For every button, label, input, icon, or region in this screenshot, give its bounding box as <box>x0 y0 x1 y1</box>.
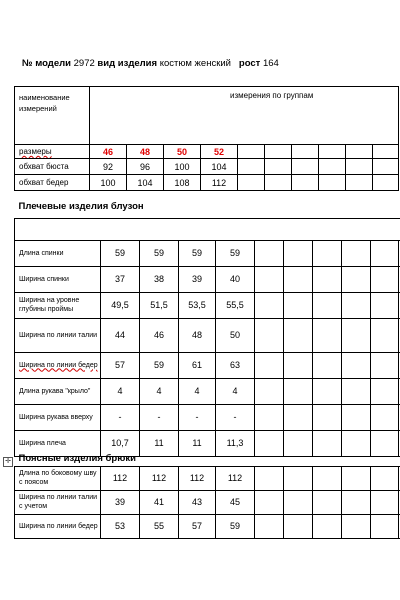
value-cell: 104 <box>201 159 238 175</box>
empty-cell <box>373 175 399 191</box>
value-cell: 11 <box>179 430 216 456</box>
empty-cell <box>371 352 399 378</box>
value-cell: 11,3 <box>216 430 255 456</box>
empty-cell <box>313 240 342 266</box>
row-label: Длина рукава "крыло" <box>15 378 101 404</box>
value-cell: 4 <box>101 378 140 404</box>
value-cell: 55,5 <box>216 292 255 318</box>
value-cell: 37 <box>101 266 140 292</box>
empty-cell <box>319 145 346 159</box>
empty-cell <box>346 159 373 175</box>
row-label: Ширина по линии талии <box>15 318 101 352</box>
measurements-header-row <box>15 87 399 145</box>
empty-cell <box>238 145 265 159</box>
empty-cell <box>342 240 371 266</box>
value-cell: 57 <box>101 352 140 378</box>
row-label: Ширина спинки <box>15 266 101 292</box>
row-label: Ширина на уровне глубины проймы <box>15 292 101 318</box>
empty-cell <box>15 218 400 240</box>
empty-cell <box>284 404 313 430</box>
empty-cell <box>371 318 399 352</box>
value-cell: 57 <box>179 514 216 538</box>
row-label: Ширина плеча <box>15 430 101 456</box>
value-cell: - <box>101 404 140 430</box>
model-value: 2972 <box>73 58 95 69</box>
empty-cell <box>313 266 342 292</box>
value-cell: 40 <box>216 266 255 292</box>
groups-header: измерения по группам <box>90 87 399 145</box>
empty-cell <box>255 352 284 378</box>
table-row <box>15 175 399 191</box>
value-cell: 100 <box>90 175 127 191</box>
empty-cell <box>319 159 346 175</box>
value-cell: 46 <box>140 318 179 352</box>
empty-cell <box>371 404 399 430</box>
value-cell: 59 <box>179 240 216 266</box>
value-cell: 59 <box>216 514 255 538</box>
row-label: Ширина по линии талии с учетом <box>15 490 101 514</box>
value-cell: 104 <box>127 175 164 191</box>
value-cell: 48 <box>179 318 216 352</box>
table-row <box>15 490 400 514</box>
table-row <box>15 292 400 318</box>
empty-cell <box>342 378 371 404</box>
empty-cell <box>319 175 346 191</box>
row-label: Длина спинки <box>15 240 101 266</box>
empty-cell <box>292 159 319 175</box>
empty-cell <box>346 145 373 159</box>
empty-cell <box>284 352 313 378</box>
empty-cell <box>342 292 371 318</box>
measurements-table <box>14 86 399 191</box>
empty-cell <box>342 404 371 430</box>
empty-cell <box>342 266 371 292</box>
move-icon[interactable]: ✛ <box>3 457 13 467</box>
value-cell: 112 <box>140 466 179 490</box>
row-label: обхват бюста <box>15 159 90 175</box>
empty-cell <box>265 145 292 159</box>
spacer-row <box>15 218 400 240</box>
kind-label: вид изделия <box>97 58 158 69</box>
value-cell: 43 <box>179 490 216 514</box>
empty-cell <box>255 266 284 292</box>
table-row <box>15 466 400 490</box>
row-label: Ширина рукава вверху <box>15 404 101 430</box>
empty-cell <box>255 240 284 266</box>
value-cell: 50 <box>216 318 255 352</box>
empty-cell <box>346 175 373 191</box>
height-value: 164 <box>262 58 279 69</box>
empty-cell <box>284 514 313 538</box>
kind-value: костюм женский <box>159 58 231 69</box>
empty-cell <box>292 145 319 159</box>
waist-table <box>14 452 400 539</box>
section-title-row <box>15 196 400 218</box>
empty-cell <box>238 175 265 191</box>
value-cell: 59 <box>101 240 140 266</box>
value-cell: 51,5 <box>140 292 179 318</box>
table-row <box>15 404 400 430</box>
empty-cell <box>265 159 292 175</box>
empty-cell <box>313 490 342 514</box>
name-header: наименование измерений <box>15 87 90 145</box>
empty-cell <box>255 514 284 538</box>
empty-cell <box>284 240 313 266</box>
row-label: Ширина по линии бедер <box>15 514 101 538</box>
empty-cell <box>284 318 313 352</box>
empty-cell <box>284 292 313 318</box>
table-row <box>15 266 400 292</box>
empty-cell <box>255 490 284 514</box>
waist-section-title: Поясные изделия брюки <box>15 452 400 466</box>
table-row <box>15 240 400 266</box>
empty-cell <box>255 466 284 490</box>
value-cell: 38 <box>140 266 179 292</box>
empty-cell <box>373 159 399 175</box>
document-header <box>22 58 279 69</box>
value-cell: - <box>179 404 216 430</box>
section-title-row <box>15 452 400 466</box>
value-cell: - <box>140 404 179 430</box>
table-row <box>15 159 399 175</box>
row-label: Ширина по линии бедер <box>15 352 101 378</box>
value-cell: 63 <box>216 352 255 378</box>
empty-cell <box>371 378 399 404</box>
value-cell: 92 <box>90 159 127 175</box>
empty-cell <box>313 292 342 318</box>
size-cell: 48 <box>127 145 164 159</box>
empty-cell <box>284 378 313 404</box>
value-cell: 112 <box>179 466 216 490</box>
table-row <box>15 514 400 538</box>
empty-cell <box>371 490 399 514</box>
size-cell: 52 <box>201 145 238 159</box>
shoulder-section-title: Плечевые изделия блузон <box>15 196 400 218</box>
size-cell: 50 <box>164 145 201 159</box>
empty-cell <box>313 404 342 430</box>
empty-cell <box>255 378 284 404</box>
empty-cell <box>313 352 342 378</box>
shoulder-rows <box>15 240 400 456</box>
empty-cell <box>292 175 319 191</box>
empty-cell <box>342 514 371 538</box>
model-label: № модели <box>22 58 71 69</box>
shoulder-table <box>14 196 400 457</box>
value-cell: 59 <box>216 240 255 266</box>
empty-cell <box>255 292 284 318</box>
value-cell: 100 <box>164 159 201 175</box>
row-label: обхват бедер <box>15 175 90 191</box>
value-cell: 59 <box>140 352 179 378</box>
empty-cell <box>313 466 342 490</box>
value-cell: 49,5 <box>101 292 140 318</box>
row-label: Длина по боковому шву с поясом <box>15 466 101 490</box>
value-cell: 39 <box>179 266 216 292</box>
value-cell: 4 <box>179 378 216 404</box>
empty-cell <box>313 318 342 352</box>
value-cell: 112 <box>216 466 255 490</box>
value-cell: 45 <box>216 490 255 514</box>
empty-cell <box>238 159 265 175</box>
empty-cell <box>255 318 284 352</box>
value-cell: 11 <box>140 430 179 456</box>
empty-cell <box>284 266 313 292</box>
empty-cell <box>284 490 313 514</box>
value-cell: 96 <box>127 159 164 175</box>
value-cell: 4 <box>140 378 179 404</box>
empty-cell <box>371 292 399 318</box>
empty-cell <box>371 240 399 266</box>
waist-rows <box>15 466 400 538</box>
sizes-row <box>15 145 399 159</box>
value-cell: 39 <box>101 490 140 514</box>
table-row <box>15 378 400 404</box>
height-label: рост <box>238 58 261 69</box>
value-cell: 44 <box>101 318 140 352</box>
table-row <box>15 352 400 378</box>
value-cell: 4 <box>216 378 255 404</box>
empty-cell <box>313 378 342 404</box>
value-cell: 61 <box>179 352 216 378</box>
value-cell: 112 <box>201 175 238 191</box>
empty-cell <box>284 466 313 490</box>
value-cell: 10,7 <box>101 430 140 456</box>
value-cell: 59 <box>140 240 179 266</box>
value-cell: 53,5 <box>179 292 216 318</box>
empty-cell <box>313 514 342 538</box>
empty-cell <box>265 175 292 191</box>
empty-cell <box>342 318 371 352</box>
size-cell: 46 <box>90 145 127 159</box>
value-cell: 108 <box>164 175 201 191</box>
value-cell: 55 <box>140 514 179 538</box>
value-cell: - <box>216 404 255 430</box>
value-cell: 112 <box>101 466 140 490</box>
table-row <box>15 318 400 352</box>
empty-cell <box>371 514 399 538</box>
value-cell: 53 <box>101 514 140 538</box>
empty-cell <box>371 266 399 292</box>
empty-cell <box>255 404 284 430</box>
value-cell: 41 <box>140 490 179 514</box>
empty-cell <box>371 466 399 490</box>
empty-cell <box>342 352 371 378</box>
sizes-label: размеры <box>15 145 90 159</box>
empty-cell <box>373 145 399 159</box>
empty-cell <box>342 466 371 490</box>
empty-cell <box>342 490 371 514</box>
